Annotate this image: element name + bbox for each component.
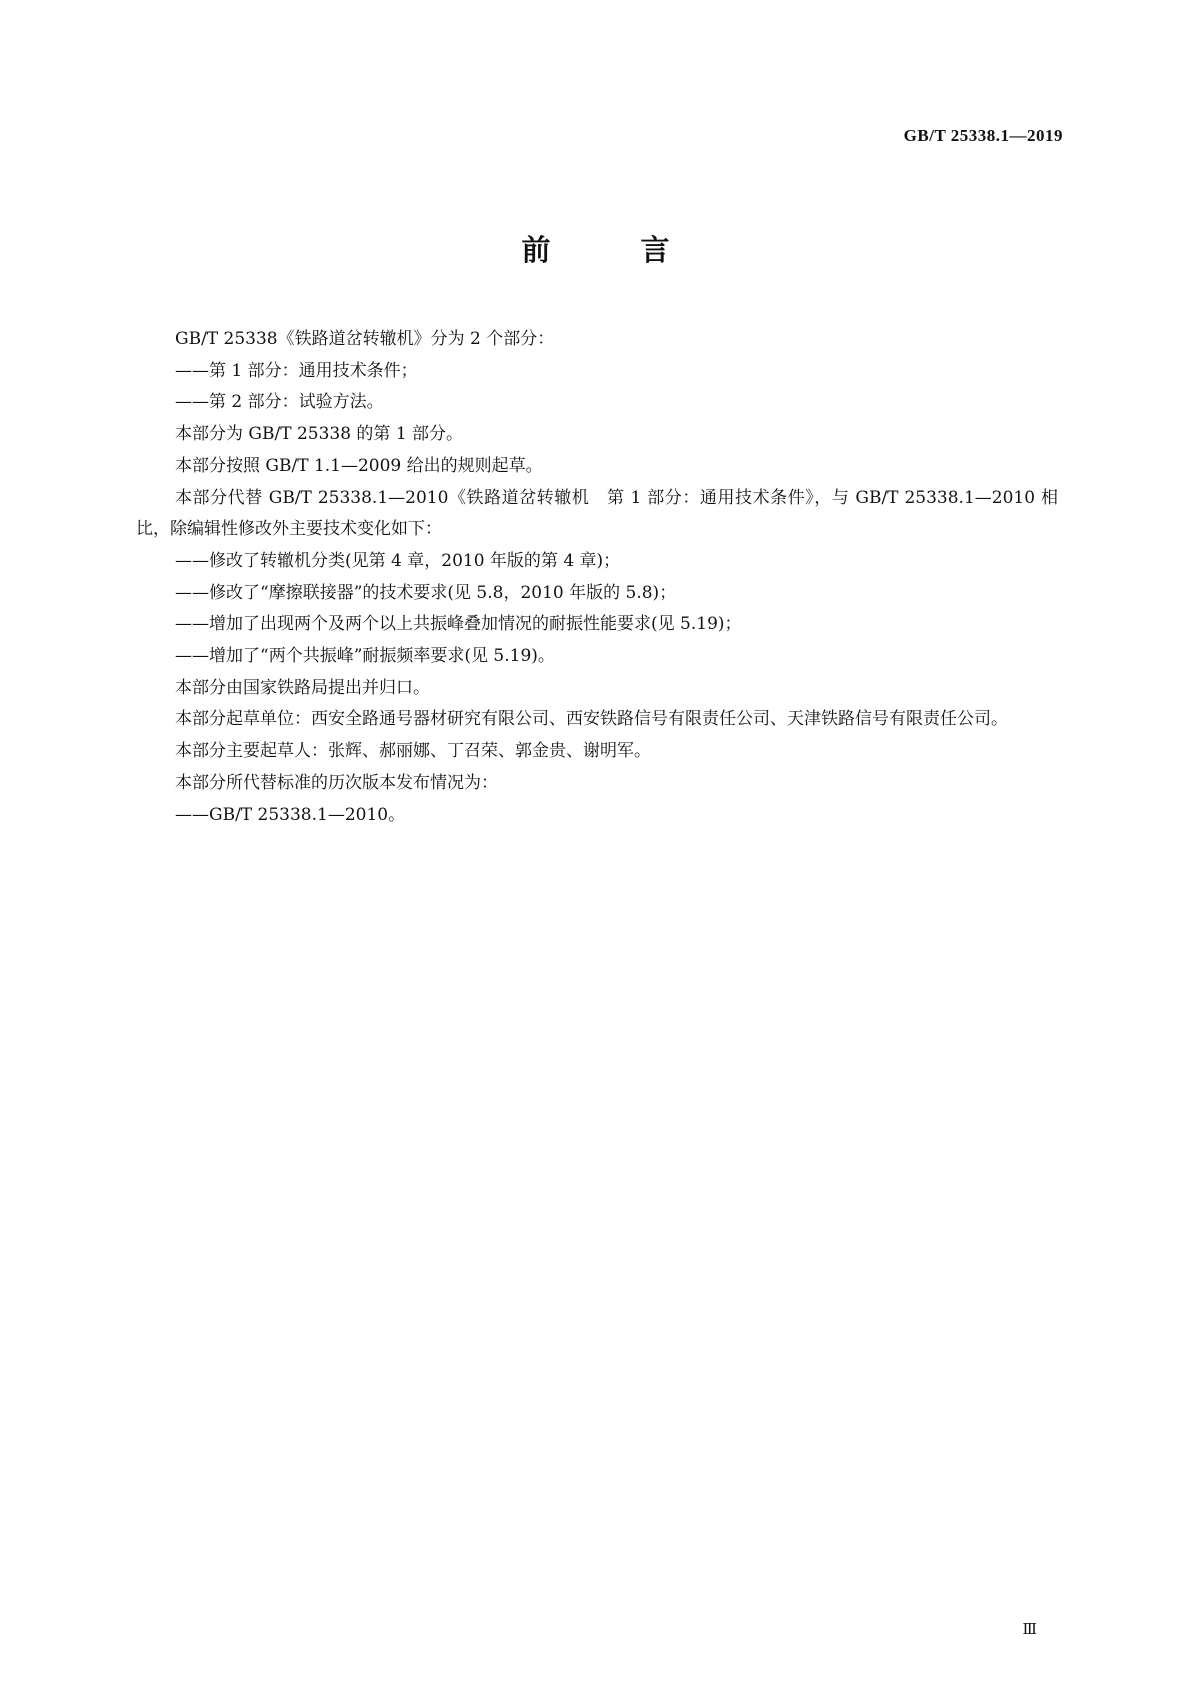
list-item: ——第 1 部分：通用技术条件； [175, 360, 418, 381]
list-item: ——第 2 部分：试验方法。 [175, 392, 384, 413]
list-item: ——修改了转辙机分类(见第 4 章，2010 年版的第 4 章)； [175, 550, 621, 571]
list-item: ——增加了“两个共振峰”耐振频率要求(见 5.19)。 [175, 646, 555, 667]
paragraph: 本部分主要起草人：张辉、郝丽娜、丁召荣、郭金贵、谢明军。 [175, 741, 651, 762]
list-item: ——增加了出现两个及两个以上共振峰叠加情况的耐振性能要求(见 5.19)； [175, 614, 742, 635]
paragraph: 本部分按照 GB/T 1.1—2009 给出的规则起草。 [175, 455, 543, 476]
standard-code-header: GB/T 25338.1—2019 [903, 126, 1063, 145]
paragraph: 本部分代替 GB/T 25338.1—2010《铁路道岔转辙机 第 1 部分：通用技术条件》，与 GB/T 25338.1—2010 相比，除编辑性修改外主要技术变化如下： [136, 487, 1058, 540]
document-body [136, 324, 1058, 831]
paragraph: 本部分由国家铁路局提出并归口。 [175, 677, 430, 698]
list-item: ——GB/T 25338.1—2010。 [175, 804, 406, 825]
page-number: Ⅲ [1022, 1622, 1037, 1638]
paragraph: 本部分为 GB/T 25338 的第 1 部分。 [175, 424, 464, 445]
paragraph: 本部分起草单位：西安全路通号器材研究有限公司、西安铁路信号有限责任公司、天津铁路信号有限责任公司。 [175, 709, 1008, 730]
paragraph: 本部分所代替标准的历次版本发布情况为： [175, 772, 498, 793]
list-item: ——修改了“摩擦联接器”的技术要求(见 5.8，2010 年版的 5.8)； [175, 582, 677, 603]
paragraph: GB/T 25338《铁路道岔转辙机》分为 2 个部分： [175, 329, 555, 349]
page-title: 前 言 [521, 233, 710, 267]
